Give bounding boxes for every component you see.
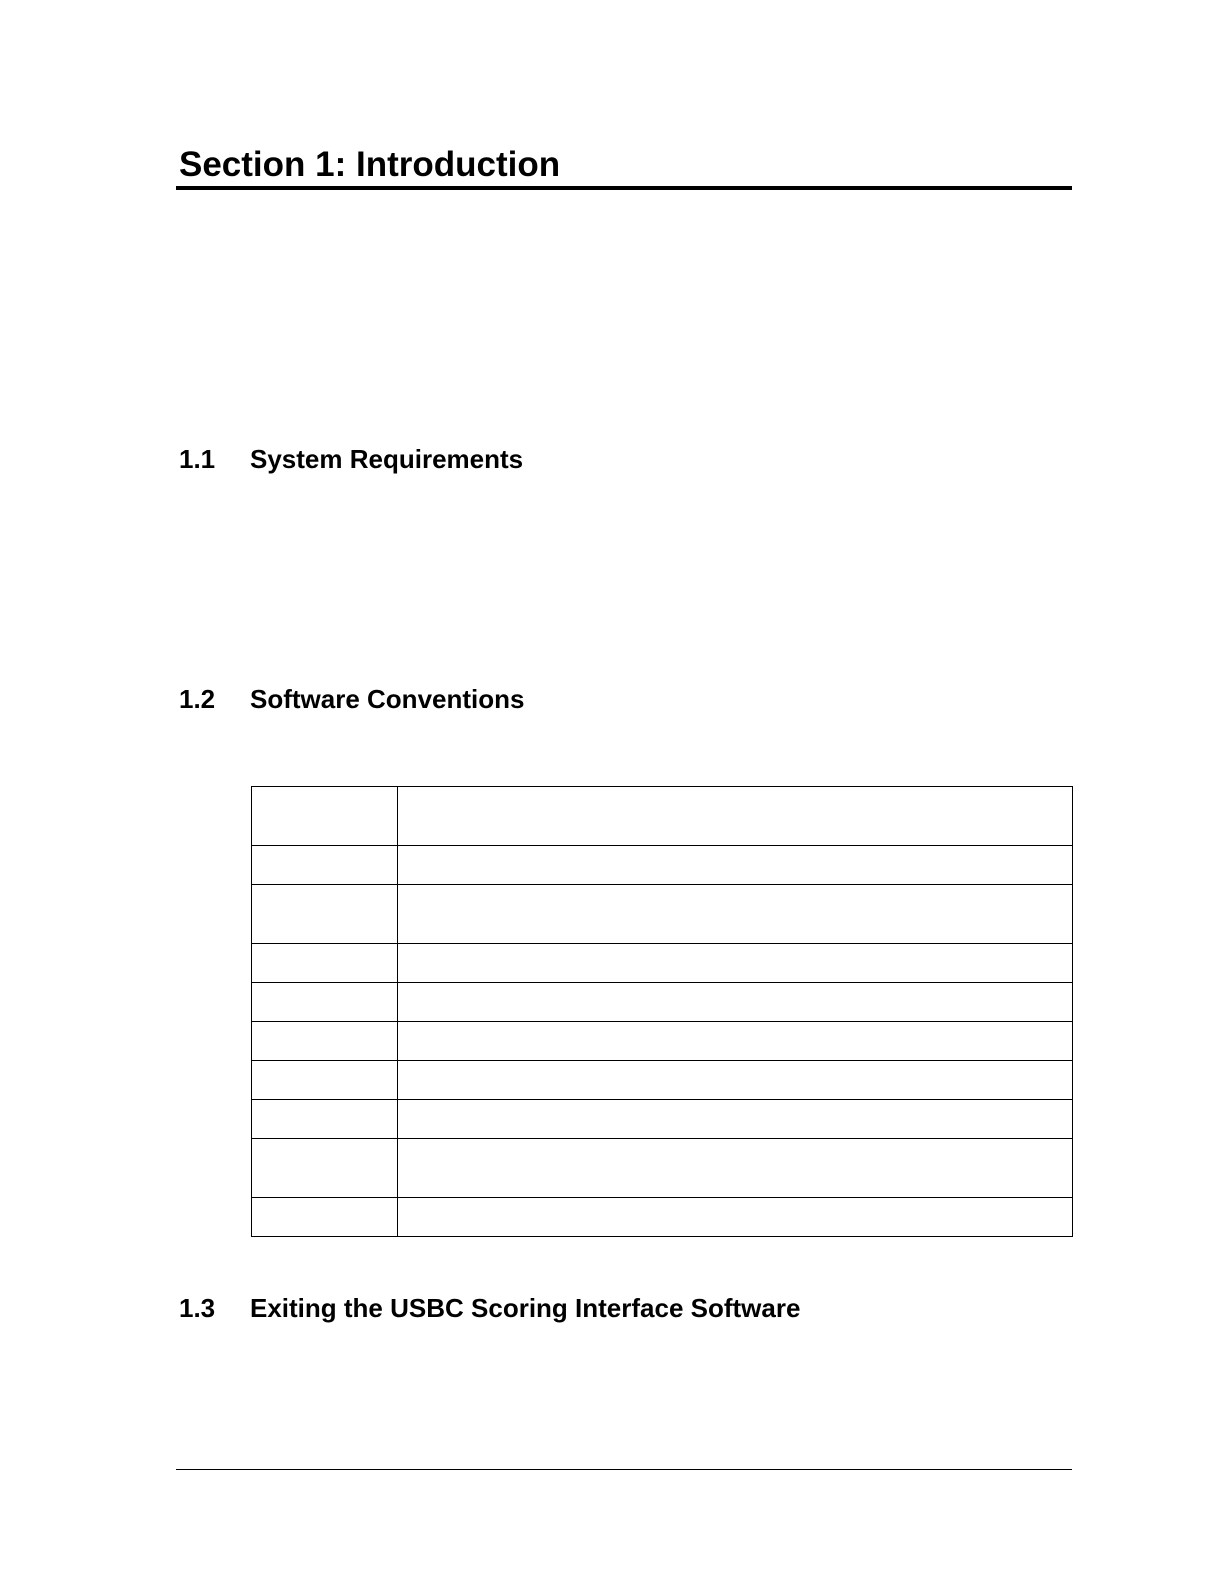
table-row	[252, 944, 1073, 983]
table-cell-description	[398, 1022, 1073, 1061]
table-cell-term	[252, 983, 398, 1022]
table-row	[252, 1100, 1073, 1139]
table-row	[252, 1198, 1073, 1237]
subsection-number: 1.2	[179, 684, 216, 714]
table-row	[252, 846, 1073, 885]
table-cell-term	[252, 1100, 398, 1139]
table-cell-description	[398, 944, 1073, 983]
title-rule	[176, 186, 1072, 190]
subsection-number: 1.3	[179, 1293, 216, 1323]
table-cell-term	[252, 787, 398, 846]
table-cell-term	[252, 885, 398, 944]
table-cell-description	[398, 885, 1073, 944]
subsection-heading-system-requirements	[179, 443, 523, 475]
table-row	[252, 1139, 1073, 1198]
table-cell-description	[398, 787, 1073, 846]
table-row	[252, 983, 1073, 1022]
table-row	[252, 787, 1073, 846]
table-cell-term	[252, 1061, 398, 1100]
section-title: Section 1: Introduction	[179, 145, 561, 184]
subsection-title: Exiting the USBC Scoring Interface Software	[250, 1293, 801, 1323]
table-cell-description	[398, 846, 1073, 885]
table-cell-term	[252, 944, 398, 983]
subsection-heading-exiting-software	[179, 1292, 800, 1324]
subsection-title: System Requirements	[250, 444, 524, 474]
table-row	[252, 1061, 1073, 1100]
table-cell-term	[252, 1198, 398, 1237]
table-cell-description	[398, 1061, 1073, 1100]
table-cell-term	[252, 846, 398, 885]
conventions-table	[251, 786, 1073, 1237]
footer-rule	[176, 1469, 1072, 1470]
table-cell-description	[398, 1100, 1073, 1139]
subsection-title: Software Conventions	[250, 684, 525, 714]
subsection-number: 1.1	[179, 444, 216, 474]
table-cell-description	[398, 1198, 1073, 1237]
table-cell-term	[252, 1139, 398, 1198]
table-cell-description	[398, 983, 1073, 1022]
table-row	[252, 885, 1073, 944]
table-cell-description	[398, 1139, 1073, 1198]
table-cell-term	[252, 1022, 398, 1061]
table-row	[252, 1022, 1073, 1061]
subsection-heading-software-conventions	[179, 683, 524, 715]
